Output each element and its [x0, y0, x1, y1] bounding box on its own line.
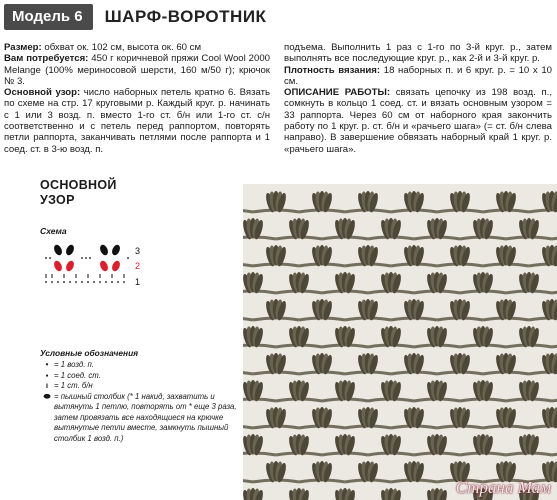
- materials-text: 450 г коричневой пряжи Cool Wool 2000 Melange (100% мериносовой шерсти, 160 м/50 г); крючок № 3.: [4, 53, 270, 87]
- intro-paragraph: подъема. Выполнить 1 раз с 1-го по 3-й круг. р., затем выполнять все последующие круг. р., как 2-й и 3-й круг. р.: [284, 42, 552, 65]
- pattern-label: Основной узор:: [4, 87, 81, 99]
- legend: [40, 360, 240, 444]
- header: [4, 4, 266, 30]
- size-text: обхват ок. 102 см, высота ок. 60 см: [41, 42, 202, 53]
- legend-item-puff-stitch: [40, 392, 240, 445]
- scheme-row-number-1: 1: [135, 277, 141, 287]
- density-text: 18 наборных п. и 6 круг. р. = 10 х 10 см.: [284, 64, 552, 87]
- right-column: [284, 42, 552, 155]
- section-title: [40, 178, 117, 208]
- scheme-row-number-3: 3: [135, 246, 141, 256]
- legend-item-single-crochet: [40, 381, 240, 392]
- legend-item-text: = 1 ст. б/н: [54, 381, 93, 390]
- scheme-label: Схема: [40, 226, 67, 236]
- size-label: Размер:: [4, 42, 42, 53]
- legend-item-text: = 1 соед. ст.: [54, 370, 101, 380]
- chain-symbol-icon: •: [45, 360, 49, 369]
- legend-title: Условные обозначения: [40, 348, 139, 358]
- crochet-scheme: [38, 238, 148, 298]
- knitted-sample-photo: [243, 184, 557, 500]
- pattern-text: число наборных петель кратно 6. Вязать по схеме на стр. 17 круговыми р. Каждый круг. р. начинать с 1 или 3 возд. п. вместо 1-го ст. б/н или 1-го ст. с/н соответственно и с петель перед раппортом, повторять петли раппорта, заканчивать петлями после раппорта и 1 соед. ст. в 3-ю возд. п.: [4, 87, 270, 155]
- scheme-row-number-2: 2: [135, 261, 141, 271]
- yarn-mesh-image: [243, 184, 557, 500]
- slip-stitch-symbol-icon: ▪: [45, 370, 49, 380]
- size-paragraph: [4, 42, 270, 53]
- materials-label: Вам потребуется:: [4, 53, 89, 65]
- legend-item-text: = 1 возд. п.: [54, 360, 95, 369]
- legend-item-chain: [40, 360, 240, 371]
- legend-item-slip-stitch: [40, 371, 240, 382]
- watermark: Страна Мам: [455, 478, 551, 497]
- materials-paragraph: [4, 53, 270, 87]
- pattern-paragraph: [4, 87, 270, 155]
- density-label: Плотность вязания:: [284, 64, 381, 76]
- model-tag: Модель 6: [4, 4, 93, 30]
- single-crochet-symbol-icon: ı: [45, 381, 49, 390]
- puff-stitch-symbol-icon: ⬬: [43, 391, 51, 401]
- density-paragraph: [284, 65, 552, 88]
- scheme-puff-row-3: [53, 244, 122, 257]
- work-paragraph: [284, 87, 552, 155]
- yarn-strands: [243, 191, 557, 500]
- legend-item-text: = пышный столбик (* 1 накид, захватить и вытянуть 1 петлю, повторять от * еще 3 раза, затем провязать все находящиеся на крючке вытянутые петли вместе, замкнуть пышный столбик 1 возд. п.): [54, 391, 237, 443]
- left-column: [4, 42, 270, 155]
- section-title-line2: УЗОР: [40, 193, 75, 207]
- work-label: ОПИСАНИЕ РАБОТЫ:: [284, 87, 391, 99]
- work-text: связать цепочку из 198 возд. п., сомкнуть в кольцо 1 соед. ст. и вязать основным узором = 33 раппорта. Через 60 см от наборного края закончить работу по 1 круг. р. ст. б/н и «рачьего шага» (= ст. б/н слева направо). В завершение обвязать наборный край 1 круг. р. «рачьего шага».: [284, 87, 552, 155]
- scheme-single-crochet-marks: [46, 274, 124, 278]
- page-title: ШАРФ-ВОРОТНИК: [104, 7, 267, 26]
- scheme-puff-row-2: [53, 260, 122, 273]
- section-title-line1: ОСНОВНОЙ: [40, 178, 117, 192]
